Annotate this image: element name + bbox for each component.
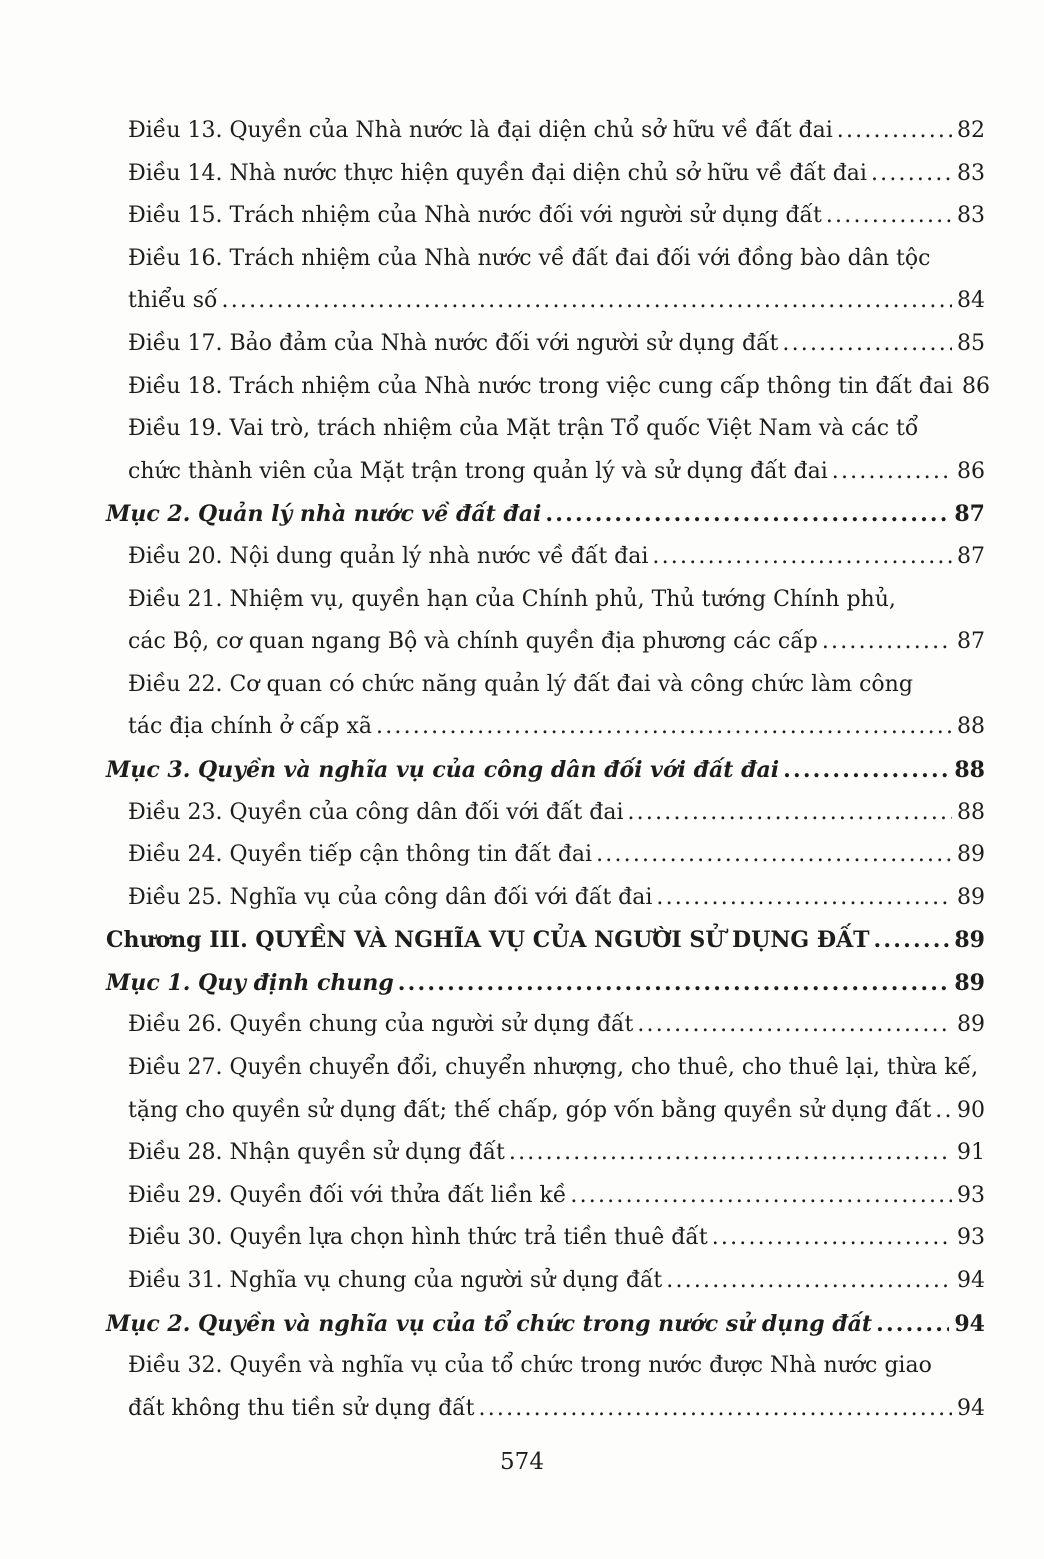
toc-page-number: 88	[957, 714, 985, 740]
toc-entry-line-last	[106, 706, 985, 749]
toc-entry-text: Điều 24. Quyền tiếp cận thông tin đất đai	[128, 842, 593, 868]
toc-entry-text: Điều 30. Quyền lựa chọn hình thức trả tiền thuê đất	[128, 1225, 708, 1251]
toc-entry-article	[106, 408, 985, 493]
toc-entry-line-last	[106, 792, 985, 835]
toc-entry-line-last	[106, 919, 985, 962]
toc-entry-article	[106, 1260, 985, 1303]
toc-entry-article	[106, 110, 985, 153]
toc-entry-article	[106, 153, 985, 196]
toc-page-number: 87	[954, 501, 985, 528]
dot-leader	[509, 1132, 952, 1175]
toc-entry-line-last	[106, 366, 990, 409]
toc-page-number: 88	[957, 799, 985, 825]
toc-entry-text: chức thành viên của Mặt trận trong quản lý và sử dụng đất đai	[128, 458, 828, 484]
dot-leader	[837, 110, 952, 153]
toc-entry-chapter	[106, 919, 985, 962]
toc-page-number: 89	[957, 842, 985, 868]
dot-leader	[712, 1217, 952, 1260]
toc-entry-text: Điều 27. Quyền chuyển đổi, chuyển nhượng, cho thuê, cho thuê lại, thừa kế,	[128, 1055, 979, 1081]
toc-entry-line-last	[106, 1303, 985, 1346]
toc-entry-text: Điều 15. Trách nhiệm của Nhà nước đối với người sử dụng đất	[128, 203, 822, 229]
toc-page-number: 90	[957, 1097, 985, 1123]
toc-entry-text: Điều 20. Nội dung quản lý nhà nước về đất đai	[128, 543, 649, 569]
toc-entry-article	[106, 366, 990, 409]
toc-entry-line-last	[106, 323, 985, 366]
toc-entry-line	[106, 579, 985, 622]
toc-entry-text: Mục 2. Quyền và nghĩa vụ của tổ chức trong nước sử dụng đất	[106, 1310, 873, 1337]
toc-entry-article	[106, 1004, 985, 1047]
dot-leader	[783, 749, 949, 792]
dot-leader	[652, 536, 952, 579]
toc-entry-section	[106, 749, 985, 792]
toc-page-number: 91	[957, 1140, 985, 1166]
toc-entry-line-last	[106, 877, 985, 920]
toc-page-number: 83	[957, 160, 985, 186]
toc-entry-article	[106, 536, 985, 579]
toc-page-number: 86	[957, 458, 985, 484]
toc-entry-article	[106, 792, 985, 835]
toc-entry-text: Điều 31. Nghĩa vụ chung của người sử dụng đất	[128, 1268, 663, 1294]
toc-page-number: 85	[957, 330, 985, 356]
toc-entry-text: Điều 22. Cơ quan có chức năng quản lý đất đai và công chức làm công	[128, 671, 913, 697]
dot-leader	[570, 1175, 952, 1218]
toc-entry-text: Điều 32. Quyền và nghĩa vụ của tổ chức trong nước được Nhà nước giao	[128, 1353, 932, 1379]
toc-entry-text: Điều 29. Quyền đối với thửa đất liền kề	[128, 1182, 567, 1208]
toc-entry-article	[106, 877, 985, 920]
toc-entry-line-last	[106, 1004, 985, 1047]
toc-entry-line-last	[106, 153, 985, 196]
toc-entry-text: Điều 17. Bảo đảm của Nhà nước đối với người sử dụng đất	[128, 330, 779, 356]
dot-leader	[637, 1004, 952, 1047]
dot-leader	[376, 706, 952, 749]
dot-leader	[545, 493, 949, 536]
toc-page-number: 88	[954, 756, 985, 783]
dot-leader	[666, 1260, 952, 1303]
toc-entry-line-last	[106, 1175, 985, 1218]
toc-entry-line-last	[106, 1090, 985, 1133]
toc-entry-line	[106, 408, 985, 451]
dot-leader	[876, 1303, 949, 1346]
dot-leader	[822, 621, 952, 664]
toc-entry-text: tặng cho quyền sử dụng đất; thế chấp, góp vốn bằng quyền sử dụng đất	[128, 1097, 932, 1123]
toc-page-number: 89	[954, 927, 985, 954]
toc-entry-text: Điều 26. Quyền chung của người sử dụng đất	[128, 1012, 634, 1038]
dot-leader	[656, 877, 952, 920]
toc-page-number: 83	[957, 203, 985, 229]
toc-page-number: 87	[957, 543, 985, 569]
toc-entry-text: Mục 3. Quyền và nghĩa vụ của công dân đối với đất đai	[106, 756, 780, 783]
toc-entry-text: Điều 16. Trách nhiệm của Nhà nước về đất đai đối với đồng bào dân tộc	[128, 245, 931, 271]
toc-entry-text: Điều 19. Vai trò, trách nhiệm của Mặt trận Tổ quốc Việt Nam và các tổ	[128, 416, 919, 442]
dot-leader	[627, 792, 952, 835]
toc-entry-line	[106, 1345, 985, 1388]
toc-entry-article	[106, 834, 985, 877]
dot-leader	[935, 1090, 952, 1133]
dot-leader	[222, 280, 953, 323]
toc-entry-line	[106, 1047, 985, 1090]
toc-page-number: 82	[957, 118, 985, 143]
toc-entry-section	[106, 1303, 985, 1346]
toc-entry-text: Điều 21. Nhiệm vụ, quyền hạn của Chính phủ, Thủ tướng Chính phủ,	[128, 586, 896, 612]
toc-entry-line-last	[106, 834, 985, 877]
table-of-contents	[106, 110, 990, 1430]
toc-page-number: 89	[954, 969, 985, 996]
toc-page-number: 94	[957, 1268, 985, 1294]
dot-leader	[871, 153, 952, 196]
toc-entry-line-last	[106, 451, 985, 494]
toc-entry-line-last	[106, 280, 985, 323]
toc-entry-section	[106, 962, 985, 1005]
dot-leader	[398, 962, 950, 1005]
toc-entry-text: Mục 2. Quản lý nhà nước về đất đai	[106, 501, 542, 528]
toc-entry-line-last	[106, 1260, 985, 1303]
page-footer	[0, 1441, 1044, 1484]
toc-entry-article	[106, 664, 985, 749]
toc-entry-article	[106, 195, 985, 238]
dot-leader	[874, 919, 950, 962]
toc-entry-text: Điều 25. Nghĩa vụ của công dân đối với đất đai	[128, 884, 653, 910]
toc-entry-line-last	[106, 1388, 985, 1431]
toc-entry-line-last	[106, 195, 985, 238]
toc-page-number: 94	[957, 1395, 985, 1421]
toc-entry-article	[106, 323, 985, 366]
toc-page-number: 93	[957, 1225, 985, 1251]
dot-leader	[782, 323, 952, 366]
toc-entry-section	[106, 493, 985, 536]
toc-entry-line-last	[106, 493, 985, 536]
dot-leader	[826, 195, 952, 238]
toc-entry-text: Điều 28. Nhận quyền sử dụng đất	[128, 1140, 505, 1166]
toc-page-number: 86	[961, 373, 990, 399]
toc-entry-text: Điều 18. Trách nhiệm của Nhà nước trong việc cung cấp thông tin đất đai	[128, 373, 953, 399]
toc-entry-article	[106, 1132, 985, 1175]
dot-leader	[832, 451, 952, 494]
toc-entry-text: Điều 14. Nhà nước thực hiện quyền đại diện chủ sở hữu về đất đai	[128, 160, 867, 186]
toc-page-number: 94	[954, 1310, 985, 1337]
toc-entry-line-last	[106, 962, 985, 1005]
toc-entry-text: Điều 23. Quyền của công dân đối với đất đai	[128, 799, 624, 825]
toc-entry-article	[106, 1175, 985, 1218]
toc-entry-text: các Bộ, cơ quan ngang Bộ và chính quyền địa phương các cấp	[128, 629, 818, 655]
toc-entry-line-last	[106, 1217, 985, 1260]
toc-entry-text: Điều 13. Quyền của Nhà nước là đại diện chủ sở hữu về đất đai	[128, 118, 833, 143]
toc-entry-line-last	[106, 536, 985, 579]
toc-entry-article	[106, 238, 985, 323]
toc-entry-text: tác địa chính ở cấp xã	[128, 714, 372, 740]
toc-entry-line-last	[106, 621, 985, 664]
toc-page-number: 87	[957, 629, 985, 655]
toc-page-number: 93	[957, 1182, 985, 1208]
toc-entry-line	[106, 664, 985, 707]
page-number: 574	[500, 1449, 544, 1475]
toc-entry-line-last	[106, 110, 985, 153]
toc-entry-line-last	[106, 749, 985, 792]
toc-entry-line-last	[106, 1132, 985, 1175]
toc-entry-text: thiểu số	[128, 288, 218, 314]
toc-entry-text: đất không thu tiền sử dụng đất	[128, 1395, 475, 1421]
toc-entry-line	[106, 238, 985, 281]
toc-page-number: 89	[957, 1012, 985, 1038]
dot-leader	[596, 834, 952, 877]
toc-entry-article	[106, 579, 985, 664]
toc-entry-text: Mục 1. Quy định chung	[106, 969, 394, 996]
toc-entry-article	[106, 1345, 985, 1430]
toc-entry-article	[106, 1217, 985, 1260]
toc-entry-text: Chương III. QUYỀN VÀ NGHĨA VỤ CỦA NGƯỜI SỬ DỤNG ĐẤT	[106, 927, 870, 954]
toc-entry-article	[106, 1047, 985, 1132]
dot-leader	[479, 1388, 953, 1431]
toc-page-number: 89	[957, 884, 985, 910]
toc-page-number: 84	[957, 288, 985, 314]
